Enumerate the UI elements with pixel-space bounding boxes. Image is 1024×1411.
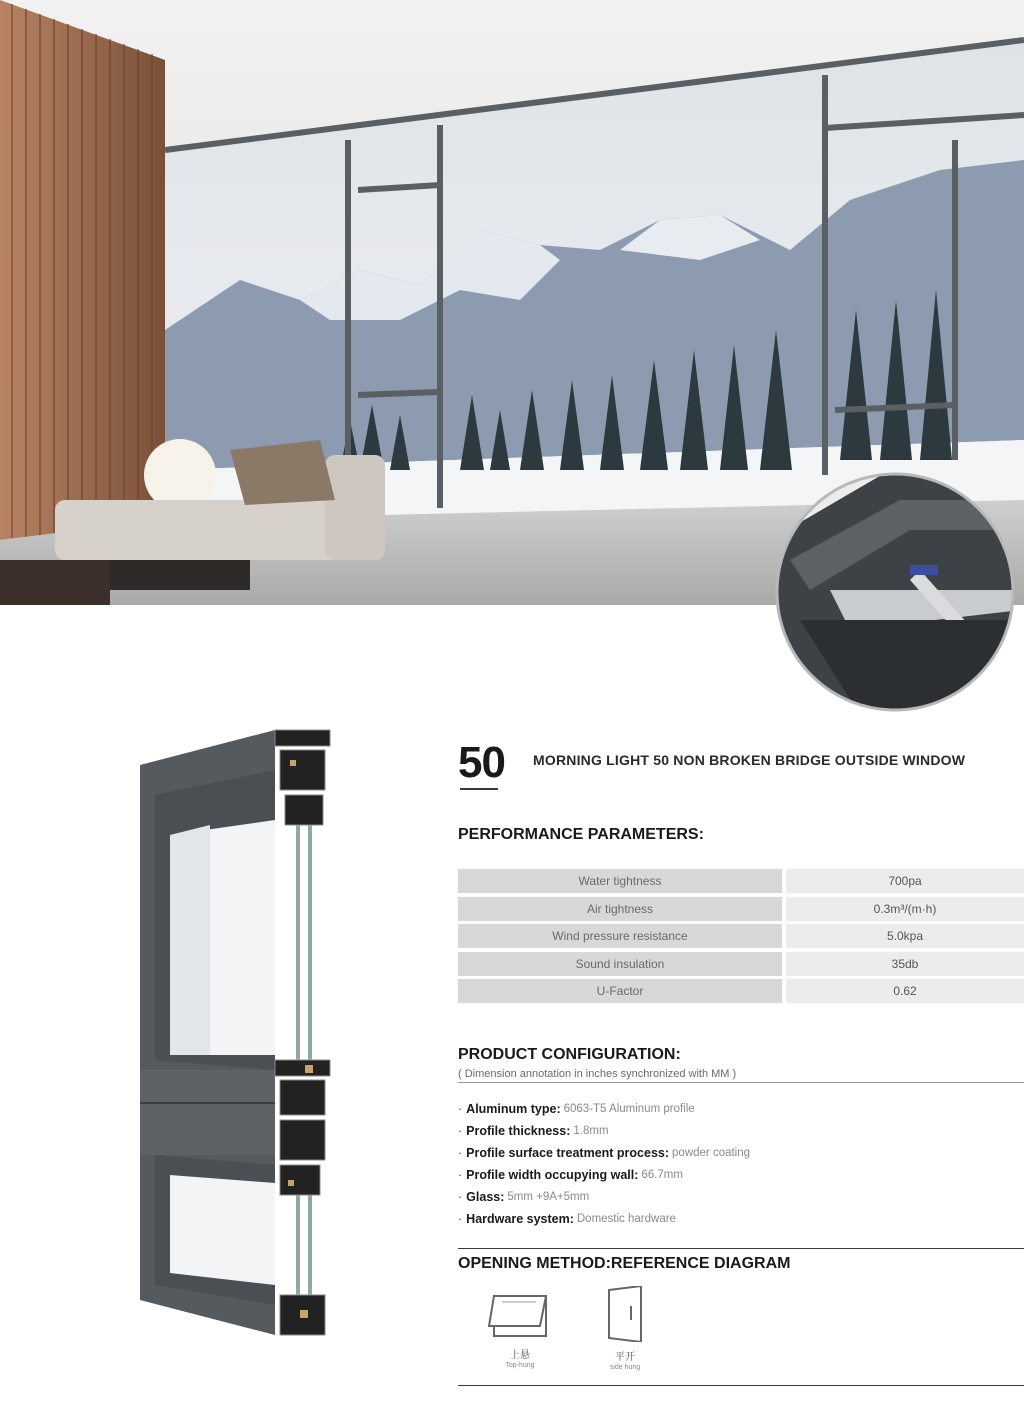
param-value: 0.3m³/(m·h): [786, 897, 1024, 921]
hardware-closeup-illustration: [770, 470, 1020, 715]
config-value: 6063-T5 Aluminum profile: [563, 1103, 695, 1115]
config-value: 66.7mm: [641, 1169, 683, 1181]
list-item: · Profile thickness: 1.8mm: [458, 1124, 609, 1138]
param-value: 700pa: [786, 869, 1024, 893]
config-value: 5mm +9A+5mm: [507, 1191, 590, 1203]
config-label: Profile width occupying wall:: [466, 1168, 639, 1182]
config-label: Profile thickness:: [466, 1124, 571, 1138]
configuration-heading: PRODUCT CONFIGURATION:: [458, 1046, 681, 1063]
table-row: [458, 924, 1024, 948]
param-name: Wind pressure resistance: [458, 924, 782, 948]
opening-method-top-hung: [480, 1288, 560, 1369]
table-row: [458, 979, 1024, 1003]
param-name: Sound insulation: [458, 952, 782, 976]
table-row: [458, 869, 1024, 893]
product-title: MORNING LIGHT 50 NON BROKEN BRIDGE OUTSIDE WINDOW: [533, 752, 966, 768]
opening-heading: OPENING METHOD:REFERENCE DIAGRAM: [458, 1255, 791, 1272]
config-value: Domestic hardware: [576, 1213, 676, 1225]
window-profile-drawing: [130, 725, 345, 1345]
config-label: Glass:: [466, 1190, 505, 1204]
param-name: Air tightness: [458, 897, 782, 921]
param-value: 35db: [786, 952, 1024, 976]
param-value: 5.0kpa: [786, 924, 1024, 948]
opening-label-en: side hung: [609, 1364, 641, 1371]
opening-label-cn: 上悬: [510, 1350, 530, 1361]
config-label: Aluminum type:: [466, 1102, 561, 1116]
config-label: Profile surface treatment process:: [466, 1146, 670, 1160]
list-item: · Profile width occupying wall: 66.7mm: [458, 1168, 683, 1182]
table-row: [458, 952, 1024, 976]
list-item: · Hardware system: Domestic hardware: [458, 1212, 676, 1226]
param-name: U-Factor: [458, 979, 782, 1003]
divider: [458, 1082, 1024, 1083]
divider: [458, 1385, 1024, 1386]
config-value: 1.8mm: [573, 1125, 609, 1137]
configuration-list: [458, 1098, 1018, 1230]
param-name: Water tightness: [458, 869, 782, 893]
config-label: Hardware system:: [466, 1212, 574, 1226]
hardware-detail-circle: [770, 470, 1020, 715]
configuration-note: ( Dimension annotation in inches synchronized with MM ): [458, 1068, 737, 1080]
profile-cross-section-illustration: [130, 725, 345, 1345]
side-hung-icon: [601, 1286, 649, 1342]
list-item: · Glass: 5mm +9A+5mm: [458, 1190, 590, 1204]
list-item: · Profile surface treatment process: powder coating: [458, 1146, 751, 1160]
series-number: 50: [458, 738, 505, 787]
performance-table: [458, 869, 1024, 1007]
performance-heading: PERFORMANCE PARAMETERS:: [458, 826, 704, 843]
series-underline: [460, 788, 498, 790]
top-hung-icon: [488, 1288, 552, 1340]
opening-method-side-hung: [585, 1286, 665, 1371]
divider: [458, 1248, 1024, 1249]
table-row: [458, 897, 1024, 921]
product-title-block: [458, 738, 998, 798]
opening-label-en: Top-hung: [505, 1362, 535, 1369]
config-value: powder coating: [672, 1147, 751, 1159]
opening-label-cn: 平开: [615, 1352, 635, 1363]
list-item: · Aluminum type: 6063-T5 Aluminum profile: [458, 1102, 695, 1116]
param-value: 0.62: [786, 979, 1024, 1003]
